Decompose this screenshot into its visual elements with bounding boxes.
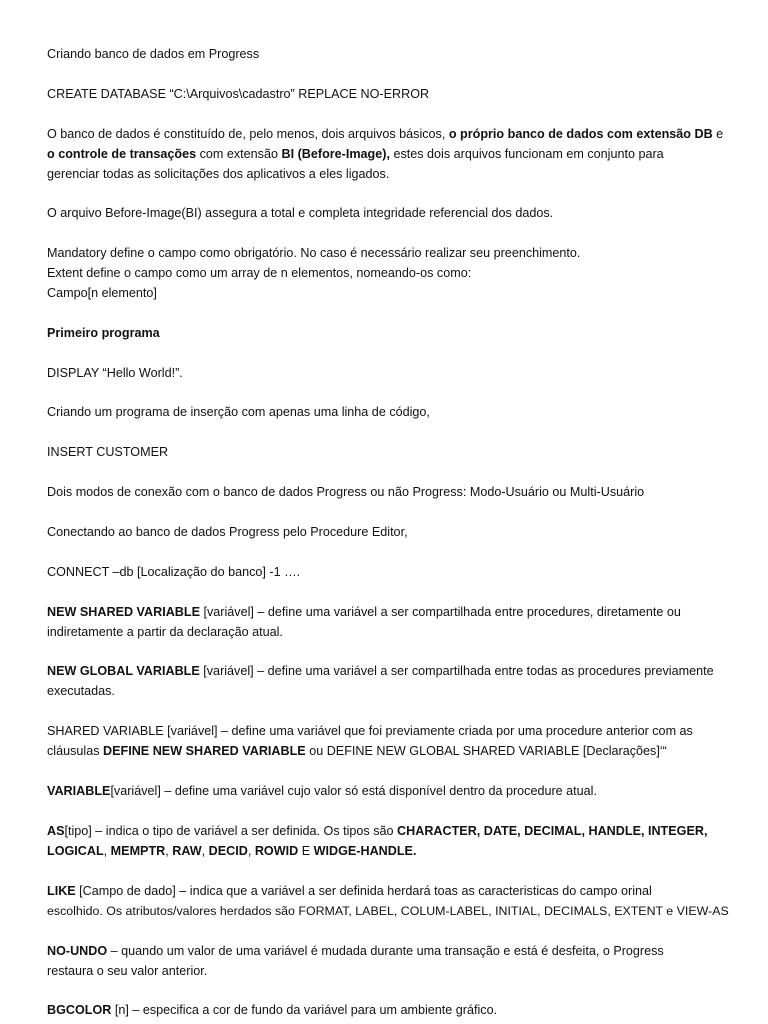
bold-text: RAW (172, 844, 202, 858)
definition-as-line2 (47, 841, 728, 861)
definition-shared-line1: SHARED VARIABLE [variável] – define uma variável que foi previamente criada por uma procedure anterior com as (47, 724, 693, 738)
text: – quando um valor de uma variável é mudada durante uma transação e está é desfeita, o Progress (107, 944, 664, 958)
paragraph-extent: Extent define o campo como um array de n elementos, nomeando-os como: (47, 266, 472, 280)
text: , (103, 844, 111, 858)
heading-first-program: Primeiro programa (47, 326, 160, 340)
definition-variable (47, 781, 728, 801)
text: [n] – especifica a cor de fundo da variável para um ambiente gráfico. (111, 1003, 498, 1017)
text: e (712, 127, 724, 141)
bold-text: ROWID (254, 844, 299, 858)
term: LIKE (47, 884, 76, 898)
definition-new-shared-line1 (47, 602, 728, 622)
bold-text: o controle de transações (47, 147, 197, 161)
text: O banco de dados é constituído de, pelo menos, dois arquivos básicos, (47, 127, 449, 141)
bold-text: DECID (208, 844, 248, 858)
text: , (247, 844, 255, 858)
bold-text: LOGICAL (47, 844, 104, 858)
paragraph-insert-program: Criando um programa de inserção com apenas uma linha de código, (47, 405, 430, 419)
text: cláusulas (47, 744, 104, 758)
definition-like-line2: escolhido. Os atributos/valores herdados são FORMAT, LABEL, COLUM-LABEL, INITIAL, DECIMALS, EXTENT e VIEW-AS (47, 904, 729, 918)
text: [variável] – define uma variável a ser compartilhada entre procedures, diretamente ou (200, 605, 681, 619)
term: NEW SHARED VARIABLE (47, 605, 200, 619)
text: [Campo de dado] – indica que a variável a ser definida herdará toas as caracteristicas do campo orinal (75, 884, 652, 898)
definition-no-undo-line1 (47, 941, 728, 961)
definition-new-global-line2: executadas. (47, 684, 115, 698)
paragraph-campo-elemento: Campo[n elemento] (47, 286, 157, 300)
term: NO-UNDO (47, 944, 108, 958)
bold-text: BI (Before-Image), (281, 147, 390, 161)
section-title-creating-db: Criando banco de dados em Progress (47, 47, 260, 61)
definition-new-shared-line2: indiretamente a partir da declaração atual. (47, 625, 283, 639)
text: [tipo] – indica o tipo de variável a ser definida. Os tipos são (64, 824, 398, 838)
term: BGCOLOR (47, 1003, 112, 1017)
definition-no-undo-line2: restaura o seu valor anterior. (47, 964, 208, 978)
text: [variável] – define uma variável cujo valor só está disponível dentro da procedure atual. (110, 784, 597, 798)
bold-text: . (412, 844, 417, 858)
definition-new-global-line1 (47, 661, 728, 681)
text: , (201, 844, 209, 858)
paragraph-mandatory: Mandatory define o campo como obrigatório. No caso é necessário realizar seu preenchimento. (47, 246, 581, 260)
text: ou DEFINE NEW GLOBAL SHARED VARIABLE [Declarações]‘“ (305, 744, 667, 758)
paragraph-connecting: Conectando ao banco de dados Progress pelo Procedure Editor, (47, 525, 408, 539)
text: estes dois arquivos funcionam em conjunto para (389, 147, 664, 161)
text: [variável] – define uma variável a ser compartilhada entre todas as procedures previamente (199, 664, 714, 678)
definition-as-line1 (47, 821, 728, 841)
code-create-database: CREATE DATABASE “C:\Arquivos\cadastro” REPLACE NO-ERROR (47, 87, 430, 101)
definition-bgcolor (47, 1000, 728, 1020)
bold-text: MEMPTR (110, 844, 166, 858)
text: , (165, 844, 173, 858)
paragraph-db-files-line2 (47, 144, 728, 164)
term: VARIABLE (47, 784, 111, 798)
definition-shared-line2 (47, 741, 728, 761)
term: NEW GLOBAL VARIABLE (47, 664, 200, 678)
bold-text: CHARACTER, DATE, DECIMAL, HANDLE, INTEGER, (397, 824, 708, 838)
bold-text: o próprio banco de dados com extensão DB (448, 127, 713, 141)
paragraph-db-files-line3: gerenciar todas as solicitações dos aplicativos a eles ligados. (47, 167, 390, 181)
paragraph-db-files-line1 (47, 124, 728, 144)
code-connect: CONNECT –db [Localização do banco] -1 …. (47, 565, 301, 579)
bold-text: DEFINE NEW SHARED VARIABLE (103, 744, 306, 758)
paragraph-connection-modes: Dois modos de conexão com o banco de dados Progress ou não Progress: Modo-Usuário ou Multi-Usuário (47, 485, 645, 499)
definition-like-line1 (47, 881, 728, 901)
term: AS (47, 824, 65, 838)
text: E (298, 844, 314, 858)
code-display-hello: DISPLAY “Hello World!”. (47, 366, 183, 380)
text: com extensão (196, 147, 282, 161)
paragraph-before-image: O arquivo Before-Image(BI) assegura a total e completa integridade referencial dos dados. (47, 206, 554, 220)
code-insert-customer: INSERT CUSTOMER (47, 445, 169, 459)
bold-text: WIDGE-HANDLE (313, 844, 413, 858)
